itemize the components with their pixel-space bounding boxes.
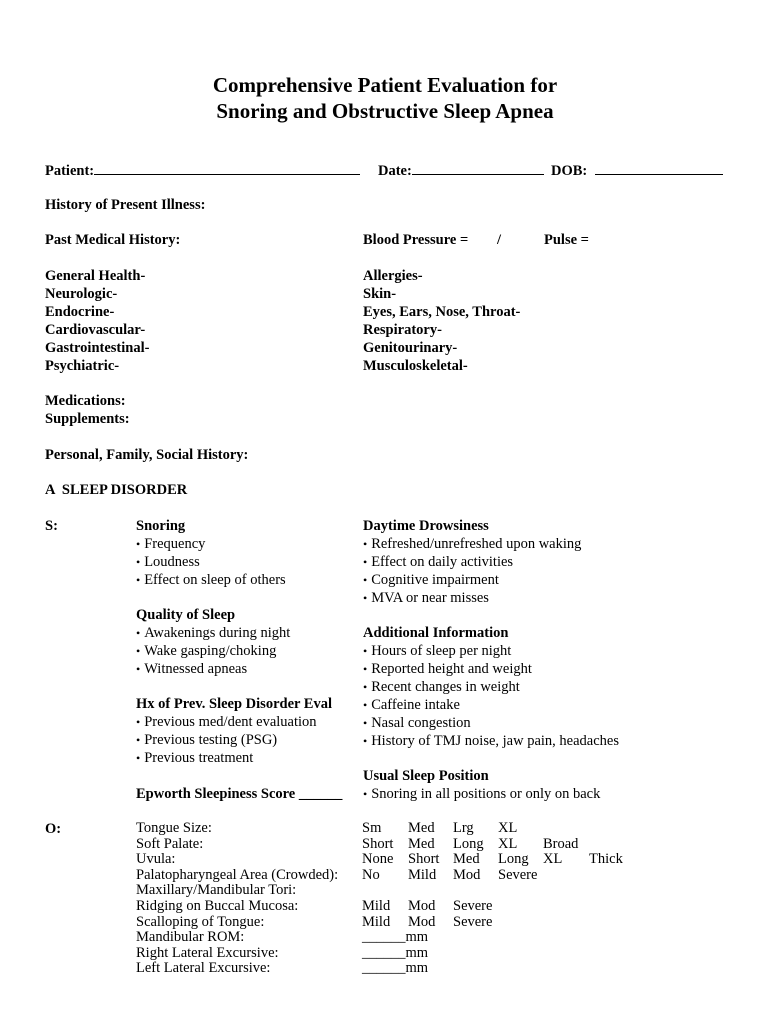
system-item: Gastrointestinal-: [45, 340, 150, 356]
dob-field[interactable]: [595, 160, 723, 175]
list-item: • Hours of sleep per night: [363, 642, 619, 660]
list-item: • MVA or near misses: [363, 589, 581, 607]
date-label: Date:: [378, 160, 544, 180]
hx-block: [136, 695, 332, 767]
bp-separator: /: [497, 232, 502, 248]
option-column-4: [498, 821, 537, 883]
position-block: [363, 767, 600, 803]
option[interactable]: Mild: [362, 897, 391, 914]
option[interactable]: Severe: [453, 897, 493, 914]
system-item: Cardiovascular-: [45, 322, 146, 338]
option[interactable]: Long: [453, 835, 484, 852]
additional-heading: Additional Information: [363, 625, 509, 641]
snoring-heading: Snoring: [136, 518, 186, 534]
option[interactable]: Short: [362, 835, 394, 852]
title-line-2: Snoring and Obstructive Sleep Apnea: [216, 99, 554, 123]
option-column-5: [543, 821, 578, 868]
position-heading: Usual Sleep Position: [363, 768, 489, 784]
system-item: Respiratory-: [363, 322, 442, 338]
list-item: • Caffeine intake: [363, 696, 619, 714]
system-item: Musculoskeletal-: [363, 358, 468, 374]
additional-block: [363, 624, 619, 750]
option[interactable]: None: [362, 851, 394, 868]
list-item: • Nasal congestion: [363, 714, 619, 732]
list-item: • Reported height and weight: [363, 660, 619, 678]
list-item: • Refreshed/unrefreshed upon waking: [363, 535, 581, 553]
option[interactable]: Mild: [362, 913, 391, 930]
list-item: • Frequency: [136, 535, 286, 553]
list-item: • Recent changes in weight: [363, 678, 619, 696]
option[interactable]: Med: [408, 835, 435, 852]
list-item: • Awakenings during night: [136, 624, 290, 642]
list-item: • Witnessed apneas: [136, 660, 290, 678]
hx-heading: Hx of Prev. Sleep Disorder Eval: [136, 696, 333, 712]
epworth-label: Epworth Sleepiness Score ______: [136, 786, 343, 802]
section-sleep-disorder: A SLEEP DISORDER: [45, 482, 188, 498]
list-item: • Loudness: [136, 553, 286, 571]
option[interactable]: Lrg: [453, 820, 474, 836]
option[interactable]: Med: [408, 820, 435, 836]
supplements-label: Supplements:: [45, 411, 130, 427]
option[interactable]: [543, 821, 578, 837]
list-item: • Wake gasping/choking: [136, 642, 290, 660]
list-item: • Previous med/dent evaluation: [136, 713, 332, 731]
objective-label: O:: [45, 821, 62, 837]
system-item: General Health-: [45, 268, 146, 284]
objective-item: Mandibular ROM:: [136, 929, 245, 946]
quality-block: [136, 606, 290, 678]
option[interactable]: Severe: [498, 866, 538, 883]
option[interactable]: Mod: [453, 866, 481, 883]
option[interactable]: Mod: [408, 897, 436, 914]
systems-left: [45, 267, 149, 375]
patient-field[interactable]: [94, 160, 360, 175]
system-item: Genitourinary-: [363, 340, 458, 356]
list-item: • History of TMJ noise, jaw pain, headaches: [363, 732, 619, 750]
list-item: • Previous testing (PSG): [136, 731, 332, 749]
pulse-label: Pulse =: [544, 232, 589, 248]
list-item: • Effect on daily activities: [363, 553, 581, 571]
system-item: Psychiatric-: [45, 358, 120, 374]
list-item: • Snoring in all positions or only on back: [363, 785, 600, 803]
option[interactable]: Short: [408, 851, 440, 868]
objective-item: Scalloping of Tongue:: [136, 913, 265, 930]
measure-field[interactable]: ______mm: [362, 960, 429, 977]
option[interactable]: No: [362, 866, 380, 883]
pfsh-label: Personal, Family, Social History:: [45, 447, 249, 463]
objective-item: Maxillary/Mandibular Tori:: [136, 882, 297, 899]
objective-item: Left Lateral Excursive:: [136, 960, 271, 977]
option[interactable]: [408, 883, 439, 899]
medications-label: Medications:: [45, 393, 126, 409]
objective-item: Ridging on Buccal Mucosa:: [136, 897, 299, 914]
dob-label: DOB:: [551, 160, 723, 180]
option[interactable]: Broad: [543, 835, 579, 852]
systems-right: [363, 267, 520, 375]
option[interactable]: XL: [498, 835, 518, 852]
system-item: Allergies-: [363, 268, 423, 284]
daytime-block: [363, 517, 581, 607]
option[interactable]: XL: [543, 851, 563, 868]
option[interactable]: Long: [498, 851, 529, 868]
option[interactable]: Thick: [589, 851, 623, 868]
option[interactable]: Mild: [408, 866, 437, 883]
quality-heading: Quality of Sleep: [136, 607, 236, 623]
list-item: • Previous treatment: [136, 749, 332, 767]
objective-labels: [136, 821, 338, 977]
option-column-3: [453, 821, 492, 930]
option[interactable]: Sm: [362, 820, 382, 836]
epworth-blank[interactable]: ______: [298, 786, 343, 802]
list-item: • Effect on sleep of others: [136, 571, 286, 589]
pmh-label: Past Medical History:: [45, 232, 181, 248]
blood-pressure-label: Blood Pressure =: [363, 232, 469, 248]
objective-item: Right Lateral Excursive:: [136, 944, 279, 961]
objective-item: Tongue Size:: [136, 820, 212, 836]
option[interactable]: Med: [453, 851, 480, 868]
option[interactable]: Severe: [453, 913, 493, 930]
system-item: Endocrine-: [45, 304, 115, 320]
measure-field[interactable]: ______mm: [362, 944, 429, 961]
option[interactable]: XL: [498, 820, 518, 836]
list-item: • Cognitive impairment: [363, 571, 581, 589]
hpi-label: History of Present Illness:: [45, 197, 206, 213]
subjective-label: S:: [45, 518, 58, 534]
option-column-6: [589, 821, 623, 868]
option-column-2: [408, 821, 439, 930]
system-item: Skin-: [363, 286, 397, 302]
snoring-block: [136, 517, 286, 589]
option[interactable]: [589, 821, 623, 837]
option[interactable]: [453, 883, 492, 899]
system-item: Neurologic-: [45, 286, 118, 302]
option[interactable]: [589, 837, 623, 853]
objective-item: Palatopharyngeal Area (Crowded):: [136, 866, 339, 883]
patient-label: Patient:: [45, 160, 360, 180]
option[interactable]: Mod: [408, 913, 436, 930]
measure-field[interactable]: ______mm: [362, 929, 429, 946]
date-field[interactable]: [412, 160, 544, 175]
objective-item: Uvula:: [136, 851, 176, 868]
system-item: Eyes, Ears, Nose, Throat-: [363, 304, 521, 320]
daytime-heading: Daytime Drowsiness: [363, 518, 489, 534]
objective-item: Soft Palate:: [136, 835, 204, 852]
title-line-1: Comprehensive Patient Evaluation for: [212, 73, 558, 97]
